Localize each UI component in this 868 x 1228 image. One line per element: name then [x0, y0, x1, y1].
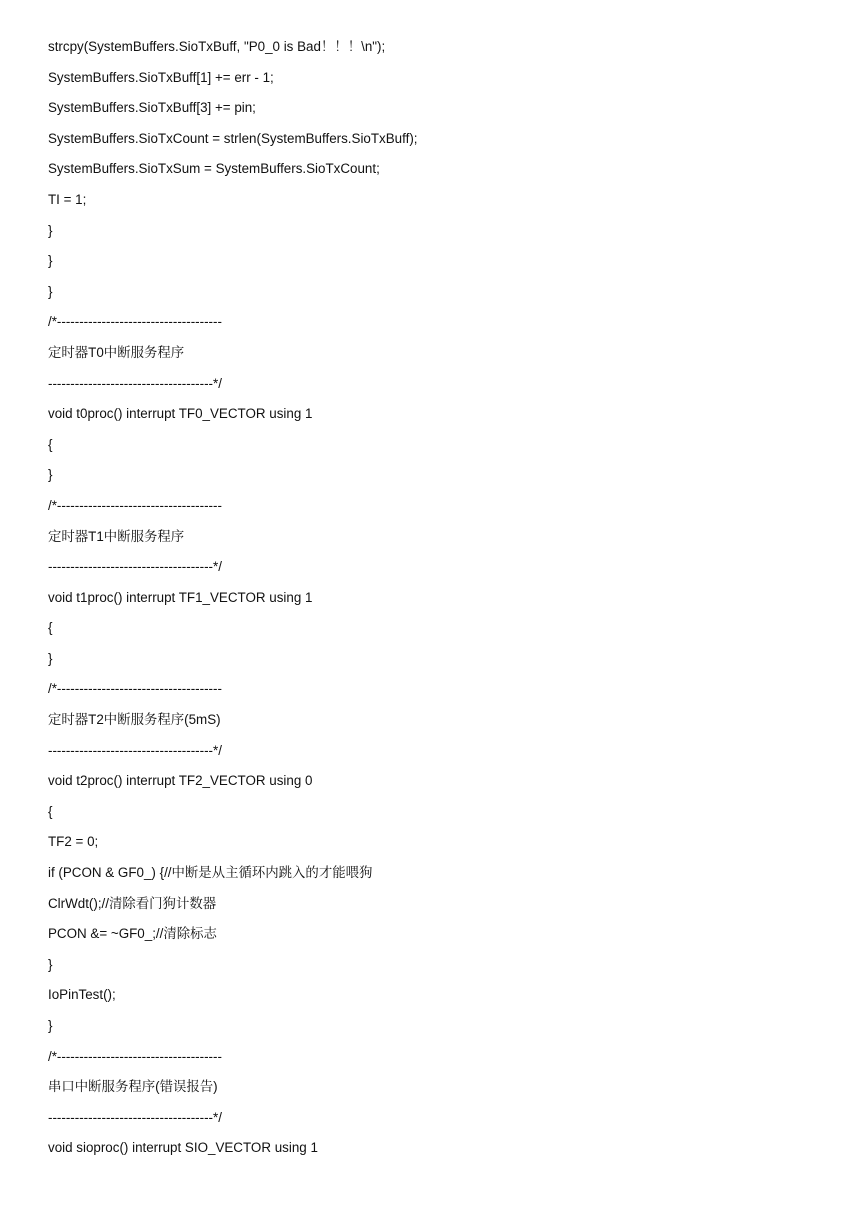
comment-line: /*-------------------------------------: [48, 314, 222, 330]
code-line: TF2 = 0;: [48, 834, 99, 850]
code-line: {: [48, 803, 53, 819]
code-line: }: [48, 222, 53, 238]
code-listing: [48, 37, 418, 1169]
code-line: }: [48, 956, 53, 972]
section-heading: 串口中断服务程序(错误报告): [48, 1079, 218, 1095]
code-line: void t1proc() interrupt TF1_VECTOR using 1: [48, 589, 313, 605]
code-line: ClrWdt();//清除看门狗计数器: [48, 895, 217, 911]
comment-line: -------------------------------------*/: [48, 559, 222, 575]
comment-line: -------------------------------------*/: [48, 742, 222, 758]
code-line: }: [48, 467, 53, 483]
comment-line: /*-------------------------------------: [48, 1048, 222, 1064]
code-line: SystemBuffers.SioTxCount = strlen(SystemBuffers.SioTxBuff);: [48, 130, 418, 146]
code-line: IoPinTest();: [48, 987, 116, 1003]
code-line: SystemBuffers.SioTxBuff[3] += pin;: [48, 100, 256, 116]
comment-line: -------------------------------------*/: [48, 1109, 222, 1125]
code-line: {: [48, 436, 53, 452]
code-line: void t2proc() interrupt TF2_VECTOR using 0: [48, 773, 313, 789]
code-line: SystemBuffers.SioTxBuff[1] += err - 1;: [48, 69, 274, 85]
comment-line: /*-------------------------------------: [48, 681, 222, 697]
code-line: if (PCON & GF0_) {//中断是从主循环内跳入的才能喂狗: [48, 865, 373, 881]
code-line: }: [48, 253, 53, 269]
code-line: TI = 1;: [48, 191, 87, 207]
section-heading: 定时器T0中断服务程序: [48, 344, 185, 360]
code-line: SystemBuffers.SioTxSum = SystemBuffers.SioTxCount;: [48, 161, 380, 177]
code-line: {: [48, 620, 53, 636]
code-line: }: [48, 1018, 53, 1033]
comment-line: -------------------------------------*/: [48, 375, 222, 391]
code-line: }: [48, 650, 53, 666]
section-heading: 定时器T1中断服务程序: [48, 528, 185, 544]
section-heading: 定时器T2中断服务程序(5mS): [48, 712, 221, 728]
comment-line: /*-------------------------------------: [48, 497, 222, 513]
code-line: void sioproc() interrupt SIO_VECTOR using 1: [48, 1140, 318, 1156]
code-line: void t0proc() interrupt TF0_VECTOR using 1: [48, 406, 313, 422]
code-line: PCON &= ~GF0_;//清除标志: [48, 926, 217, 942]
code-line: strcpy(SystemBuffers.SioTxBuff, "P0_0 is Bad！！！\n");: [48, 39, 386, 54]
code-line: }: [48, 283, 53, 299]
